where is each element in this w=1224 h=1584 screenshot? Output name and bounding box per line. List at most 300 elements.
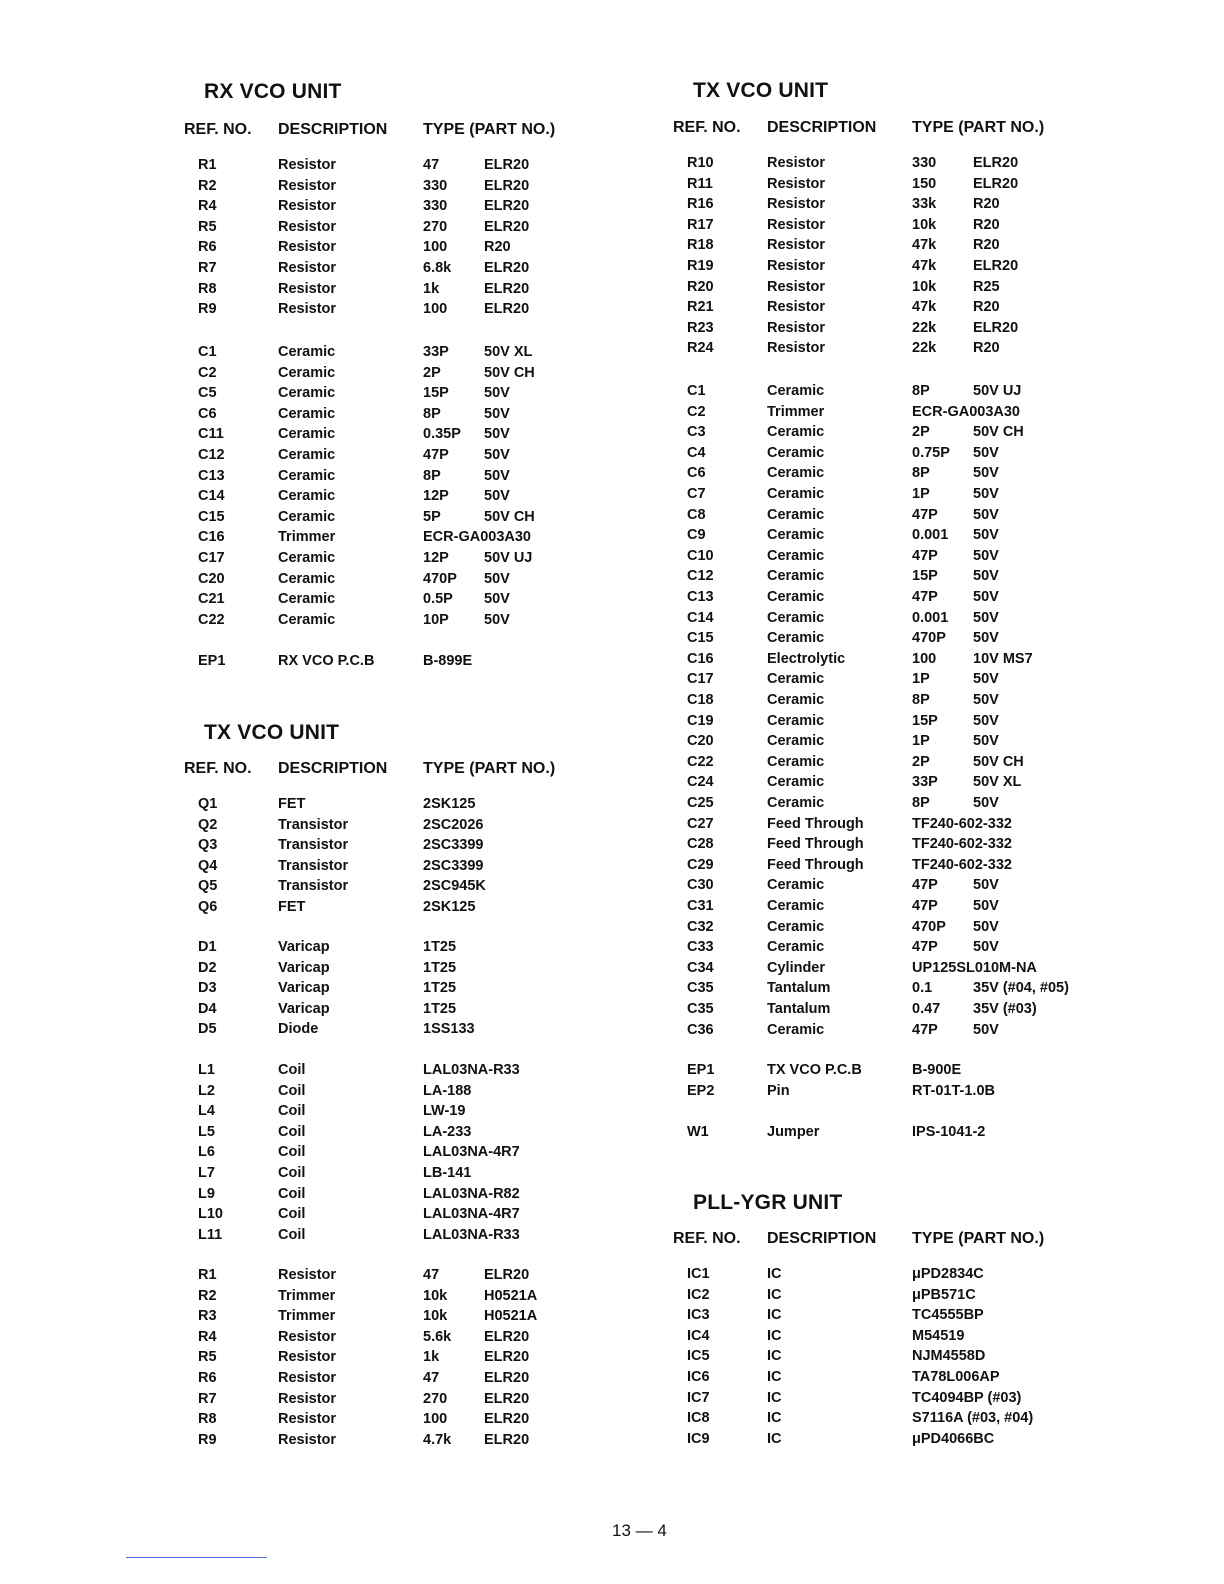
cell-value: 8P — [912, 795, 930, 811]
cell-description: Resistor — [767, 299, 826, 316]
cell-ref: R10 — [687, 155, 714, 171]
cell-ref: R7 — [198, 260, 217, 276]
cell-description: Ceramic — [278, 570, 336, 587]
cell-ref: IC9 — [687, 1430, 710, 1447]
cell-value: 22k — [912, 319, 937, 336]
section-title-rx-vco: RX VCO UNIT — [204, 80, 342, 103]
cell-ref: R5 — [198, 218, 217, 235]
cell-ref: C15 — [687, 630, 714, 647]
cell-spec: ELR20 — [484, 1267, 530, 1283]
cell-spec: 50V — [973, 609, 999, 626]
cell-ref: C6 — [198, 405, 217, 422]
column-header-type: TYPE (PART NO.) — [912, 119, 1045, 136]
cell-ref: L4 — [198, 1103, 215, 1120]
cell-ref: C16 — [198, 529, 225, 546]
cell-description: Ceramic — [767, 424, 825, 441]
cell-description: Resistor — [767, 319, 826, 336]
cell-description: Transistor — [278, 857, 349, 874]
cell-description: Resistor — [767, 340, 826, 357]
cell-description: RX VCO P.C.B — [278, 653, 375, 669]
cell-description: Ceramic — [278, 405, 336, 422]
cell-value: 1P — [912, 733, 930, 750]
cell-ref: IC4 — [687, 1327, 710, 1344]
cell-value: ECR-GA003A30 — [423, 529, 531, 546]
cell-value: 47k — [912, 237, 937, 254]
cell-description: Coil — [278, 1103, 306, 1120]
cell-description: Varicap — [278, 959, 330, 976]
cell-description: Coil — [278, 1206, 306, 1223]
cell-spec: 50V XL — [973, 774, 1022, 791]
cell-spec: 50V XL — [484, 344, 533, 360]
cell-ref: L6 — [198, 1144, 215, 1161]
cell-description: Jumper — [767, 1124, 820, 1140]
cell-ref: C19 — [687, 712, 714, 729]
cell-value: LB-141 — [423, 1165, 472, 1181]
cell-value: 1k — [423, 280, 440, 297]
footer-rule — [126, 1557, 267, 1558]
cell-description: Trimmer — [278, 1308, 336, 1325]
cell-value: 8P — [912, 465, 930, 482]
cell-value: 2SK125 — [423, 899, 476, 915]
cell-ref: C20 — [198, 570, 225, 587]
cell-ref: R2 — [198, 1287, 217, 1304]
cell-ref: D3 — [198, 980, 217, 997]
column-header-ref: REF. NO. — [673, 1230, 741, 1247]
cell-description: Ceramic — [767, 465, 825, 482]
cell-description: Ceramic — [767, 568, 825, 585]
cell-ref: C27 — [687, 815, 714, 832]
cell-spec: 50V — [973, 939, 999, 956]
cell-value: 330 — [423, 177, 448, 194]
cell-description: FET — [278, 796, 306, 812]
cell-ref: R23 — [687, 319, 714, 336]
cell-description: Feed Through — [767, 815, 864, 832]
cell-ref: R1 — [198, 157, 217, 173]
cell-spec: 50V — [484, 488, 510, 505]
cell-spec: R20 — [973, 237, 1000, 254]
cell-spec: 50V — [973, 877, 999, 894]
cell-description: Cylinder — [767, 959, 826, 976]
cell-spec: 50V — [484, 447, 510, 463]
cell-value: 1T25 — [423, 959, 457, 976]
cell-ref: R19 — [687, 258, 714, 274]
cell-value: 47P — [912, 589, 938, 605]
cell-description: Resistor — [767, 258, 826, 274]
cell-ref: IC3 — [687, 1307, 710, 1324]
cell-ref: C1 — [687, 383, 706, 399]
cell-description: IC — [767, 1286, 782, 1303]
cell-ref: C33 — [687, 939, 714, 956]
cell-spec: 50V — [973, 1021, 999, 1038]
cell-value: 100 — [423, 239, 448, 256]
cell-description: Ceramic — [278, 488, 336, 505]
cell-value: 10P — [423, 611, 449, 628]
cell-value: S7116A (#03, #04) — [912, 1410, 1034, 1427]
cell-value: 0.47 — [912, 1001, 941, 1017]
cell-ref: IC8 — [687, 1410, 710, 1427]
cell-description: Ceramic — [278, 426, 336, 443]
cell-ref: C9 — [687, 527, 706, 544]
cell-spec: ELR20 — [973, 319, 1019, 336]
cell-spec: 50V — [484, 426, 510, 443]
cell-spec: 50V — [973, 692, 999, 708]
cell-spec: 50V — [973, 465, 999, 482]
cell-spec: R20 — [973, 340, 1000, 357]
cell-description: Ceramic — [767, 527, 825, 544]
cell-description: Ceramic — [767, 774, 825, 791]
cell-description: IC — [767, 1369, 782, 1385]
cell-description: Resistor — [278, 260, 337, 276]
cell-value: 22k — [912, 340, 937, 357]
cell-value: 10k — [912, 278, 937, 295]
cell-description: Ceramic — [278, 508, 336, 525]
cell-ref: C36 — [687, 1021, 714, 1038]
cell-ref: R9 — [198, 1431, 217, 1448]
cell-spec: 50V — [484, 611, 510, 628]
cell-ref: C25 — [687, 795, 714, 811]
cell-description: Ceramic — [767, 795, 825, 811]
cell-spec: ELR20 — [484, 280, 530, 297]
cell-description: Transistor — [278, 816, 349, 833]
cell-description: Coil — [278, 1226, 306, 1243]
cell-spec: 50V UJ — [973, 383, 1022, 399]
cell-description: Ceramic — [767, 877, 825, 894]
cell-spec: 50V — [973, 547, 999, 564]
cell-spec: 50V — [973, 898, 999, 914]
cell-spec: 50V — [484, 385, 510, 402]
column-header-type: TYPE (PART NO.) — [423, 760, 556, 777]
cell-description: Resistor — [278, 218, 337, 235]
cell-value: TC4555BP — [912, 1307, 984, 1324]
cell-value: 2SC3399 — [423, 857, 484, 874]
cell-value: 47k — [912, 299, 937, 316]
cell-value: 0.75P — [912, 444, 950, 461]
cell-value: 5P — [423, 508, 441, 525]
cell-spec: 35V (#03) — [973, 1001, 1037, 1017]
column-header-ref: REF. NO. — [673, 119, 741, 136]
cell-ref: R24 — [687, 340, 714, 357]
cell-description: Ceramic — [767, 486, 825, 502]
cell-value: 4.7k — [423, 1431, 452, 1448]
cell-value: LW-19 — [423, 1103, 466, 1120]
cell-ref: R5 — [198, 1349, 217, 1366]
cell-spec: 50V CH — [973, 753, 1024, 770]
cell-description: Resistor — [278, 1267, 337, 1283]
cell-description: Coil — [278, 1185, 306, 1202]
cell-value: 1P — [912, 486, 930, 502]
cell-ref: C13 — [198, 467, 225, 484]
cell-description: Resistor — [278, 177, 337, 194]
cell-spec: 10V MS7 — [973, 650, 1033, 667]
cell-value: 47 — [423, 1370, 440, 1386]
cell-description: Ceramic — [278, 611, 336, 628]
cell-description: Feed Through — [767, 856, 864, 873]
cell-value: 15P — [912, 568, 938, 585]
cell-value: 470P — [423, 570, 457, 587]
section-title-tx-vco-left: TX VCO UNIT — [204, 721, 340, 744]
cell-description: Ceramic — [767, 630, 825, 647]
cell-ref: D5 — [198, 1021, 217, 1038]
cell-description: Ceramic — [767, 1021, 825, 1038]
cell-ref: C3 — [687, 424, 706, 441]
cell-ref: C22 — [198, 611, 225, 628]
cell-ref: EP1 — [687, 1062, 715, 1078]
cell-ref: C7 — [687, 486, 706, 502]
cell-spec: ELR20 — [484, 1349, 530, 1366]
cell-ref: C32 — [687, 918, 714, 935]
cell-spec: ELR20 — [484, 198, 530, 215]
cell-description: Ceramic — [278, 385, 336, 402]
cell-spec: ELR20 — [484, 1431, 530, 1448]
cell-spec: 50V — [973, 444, 999, 461]
cell-description: Varicap — [278, 1000, 330, 1017]
cell-ref: C35 — [687, 980, 714, 997]
cell-value: TA78L006AP — [912, 1369, 1000, 1385]
cell-value: 0.001 — [912, 527, 949, 544]
cell-ref: EP2 — [687, 1082, 715, 1099]
cell-description: Ceramic — [278, 364, 336, 381]
cell-value: 1T25 — [423, 939, 457, 955]
cell-description: IC — [767, 1307, 782, 1324]
cell-ref: R3 — [198, 1308, 217, 1325]
cell-description: Tantalum — [767, 1001, 831, 1017]
cell-value: 1T25 — [423, 980, 457, 997]
cell-description: Ceramic — [767, 692, 825, 708]
cell-description: FET — [278, 899, 306, 915]
cell-ref: L10 — [198, 1206, 223, 1223]
cell-ref: L5 — [198, 1123, 215, 1140]
cell-ref: C6 — [687, 465, 706, 482]
cell-spec: ELR20 — [484, 177, 530, 194]
cell-ref: C1 — [198, 344, 217, 360]
cell-value: TC4094BP (#03) — [912, 1389, 1022, 1406]
cell-description: Transistor — [278, 837, 349, 854]
cell-ref: IC7 — [687, 1389, 710, 1406]
cell-spec: 50V UJ — [484, 550, 533, 566]
cell-ref: C4 — [687, 444, 706, 461]
cell-description: Resistor — [278, 157, 337, 173]
cell-description: Ceramic — [767, 383, 825, 399]
cell-value: LAL03NA-R33 — [423, 1062, 520, 1078]
cell-spec: 50V — [973, 527, 999, 544]
cell-value: LAL03NA-4R7 — [423, 1144, 520, 1161]
cell-ref: C16 — [687, 650, 714, 667]
cell-value: 15P — [423, 385, 449, 402]
cell-value: 12P — [423, 550, 449, 566]
cell-ref: R21 — [687, 299, 714, 316]
cell-value: 6.8k — [423, 260, 452, 276]
cell-description: Ceramic — [767, 506, 825, 523]
cell-description: Resistor — [278, 301, 337, 318]
cell-ref: C5 — [198, 385, 217, 402]
cell-ref: C30 — [687, 877, 714, 894]
cell-description: Resistor — [278, 1370, 337, 1386]
cell-spec: ELR20 — [973, 155, 1019, 171]
cell-spec: ELR20 — [484, 1411, 530, 1428]
cell-value: 8P — [423, 467, 441, 484]
cell-spec: 50V — [973, 506, 999, 523]
cell-value: 330 — [912, 155, 937, 171]
section-title-pll-ygr: PLL-YGR UNIT — [693, 1191, 843, 1214]
cell-spec: ELR20 — [484, 157, 530, 173]
cell-value: 8P — [912, 692, 930, 708]
cell-ref: R1 — [198, 1267, 217, 1283]
cell-description: Coil — [278, 1123, 306, 1140]
column-header-ref: REF. NO. — [184, 760, 252, 777]
cell-ref: C28 — [687, 836, 714, 853]
cell-value: 47k — [912, 258, 937, 274]
cell-description: Coil — [278, 1062, 306, 1078]
cell-ref: C2 — [198, 364, 217, 381]
cell-value: 5.6k — [423, 1328, 452, 1345]
cell-ref: R4 — [198, 1328, 217, 1345]
cell-ref: R6 — [198, 1370, 217, 1386]
cell-value: 15P — [912, 712, 938, 729]
cell-spec: 50V CH — [484, 508, 535, 525]
cell-description: Resistor — [767, 278, 826, 295]
cell-value: TF240-602-332 — [912, 815, 1012, 832]
cell-description: Feed Through — [767, 836, 864, 853]
cell-ref: IC6 — [687, 1369, 710, 1385]
cell-description: IC — [767, 1327, 782, 1344]
cell-ref: R7 — [198, 1390, 217, 1407]
cell-spec: R20 — [973, 196, 1000, 213]
cell-ref: D1 — [198, 939, 217, 955]
cell-spec: R20 — [484, 239, 511, 256]
cell-value: 2P — [423, 364, 441, 381]
cell-value: 33P — [912, 774, 938, 791]
cell-spec: R20 — [973, 299, 1000, 316]
cell-description: Resistor — [767, 196, 826, 213]
cell-value: 100 — [423, 301, 448, 318]
cell-value: 0.5P — [423, 591, 453, 608]
cell-value: 150 — [912, 175, 937, 192]
cell-spec: 50V — [484, 467, 510, 484]
cell-value: 47 — [423, 1267, 440, 1283]
cell-value: 0.001 — [912, 609, 949, 626]
cell-ref: C35 — [687, 1001, 714, 1017]
cell-description: Ceramic — [767, 939, 825, 956]
cell-description: Ceramic — [767, 444, 825, 461]
cell-description: Resistor — [767, 175, 826, 192]
cell-value: 2SK125 — [423, 796, 476, 812]
cell-ref: R4 — [198, 198, 217, 215]
cell-ref: C12 — [687, 568, 714, 585]
cell-value: RT-01T-1.0B — [912, 1082, 995, 1099]
cell-value: 0.35P — [423, 426, 461, 443]
cell-value: 47P — [912, 877, 938, 894]
cell-spec: 50V CH — [484, 364, 535, 381]
cell-description: Resistor — [278, 1431, 337, 1448]
cell-description: Trimmer — [278, 529, 336, 546]
cell-value: M54519 — [912, 1327, 965, 1344]
cell-ref: D2 — [198, 959, 217, 976]
cell-spec: ELR20 — [484, 260, 530, 276]
cell-description: Varicap — [278, 980, 330, 997]
cell-description: Resistor — [278, 1411, 337, 1428]
cell-ref: R8 — [198, 1411, 217, 1428]
cell-description: Ceramic — [767, 609, 825, 626]
cell-value: 33P — [423, 344, 449, 360]
cell-ref: IC5 — [687, 1348, 710, 1365]
cell-description: Ceramic — [767, 547, 825, 564]
cell-value: ECR-GA003A30 — [912, 403, 1020, 420]
cell-ref: Q3 — [198, 837, 218, 854]
cell-spec: ELR20 — [484, 1390, 530, 1407]
cell-description: Ceramic — [767, 898, 825, 914]
cell-value: 8P — [423, 405, 441, 422]
cell-value: μPD2834C — [912, 1266, 984, 1282]
cell-value: 2P — [912, 753, 930, 770]
cell-description: IC — [767, 1410, 782, 1427]
column-header-description: DESCRIPTION — [278, 121, 388, 138]
cell-ref: C34 — [687, 959, 714, 976]
cell-spec: 50V CH — [973, 424, 1024, 441]
cell-spec: ELR20 — [973, 175, 1019, 192]
cell-value: LA-233 — [423, 1123, 472, 1140]
cell-value: B-900E — [912, 1062, 962, 1078]
cell-spec: R25 — [973, 278, 1000, 295]
cell-ref: C8 — [687, 506, 706, 523]
cell-value: LAL03NA-4R7 — [423, 1206, 520, 1223]
cell-description: Diode — [278, 1021, 319, 1038]
cell-description: Ceramic — [278, 447, 336, 463]
cell-ref: W1 — [687, 1124, 709, 1140]
cell-ref: Q5 — [198, 878, 218, 895]
cell-value: LAL03NA-R33 — [423, 1226, 520, 1243]
cell-description: Ceramic — [278, 467, 336, 484]
cell-value: 47P — [912, 506, 938, 523]
cell-ref: C17 — [198, 550, 225, 566]
cell-spec: 50V — [484, 570, 510, 587]
cell-description: Resistor — [278, 1349, 337, 1366]
cell-description: Ceramic — [767, 589, 825, 605]
cell-value: TF240-602-332 — [912, 836, 1012, 853]
cell-ref: C12 — [198, 447, 225, 463]
cell-description: Ceramic — [767, 733, 825, 750]
cell-ref: L7 — [198, 1165, 215, 1181]
cell-description: Ceramic — [278, 550, 336, 566]
page-number: 13 — 4 — [612, 1521, 667, 1540]
cell-ref: R16 — [687, 196, 714, 213]
cell-ref: Q4 — [198, 857, 218, 874]
cell-value: 1SS133 — [423, 1021, 475, 1038]
cell-spec: ELR20 — [484, 1328, 530, 1345]
cell-ref: EP1 — [198, 653, 226, 669]
cell-value: 8P — [912, 383, 930, 399]
cell-value: 270 — [423, 218, 448, 235]
cell-spec: 50V — [484, 405, 510, 422]
cell-ref: L1 — [198, 1062, 215, 1078]
column-header-description: DESCRIPTION — [767, 119, 877, 136]
cell-ref: C21 — [198, 591, 225, 608]
cell-ref: C10 — [687, 547, 714, 564]
cell-value: 47P — [912, 547, 938, 564]
cell-description: Trimmer — [767, 403, 825, 420]
cell-value: 1T25 — [423, 1000, 457, 1017]
column-header-description: DESCRIPTION — [278, 760, 388, 777]
cell-spec: H0521A — [484, 1308, 538, 1325]
cell-ref: C13 — [687, 589, 714, 605]
cell-description: Ceramic — [767, 671, 825, 688]
cell-ref: R2 — [198, 177, 217, 194]
cell-description: Coil — [278, 1082, 306, 1099]
cell-ref: C14 — [687, 609, 714, 626]
cell-value: UP125SL010M-NA — [912, 959, 1037, 976]
cell-ref: R9 — [198, 301, 217, 318]
cell-description: Coil — [278, 1165, 306, 1181]
cell-ref: L9 — [198, 1185, 215, 1202]
